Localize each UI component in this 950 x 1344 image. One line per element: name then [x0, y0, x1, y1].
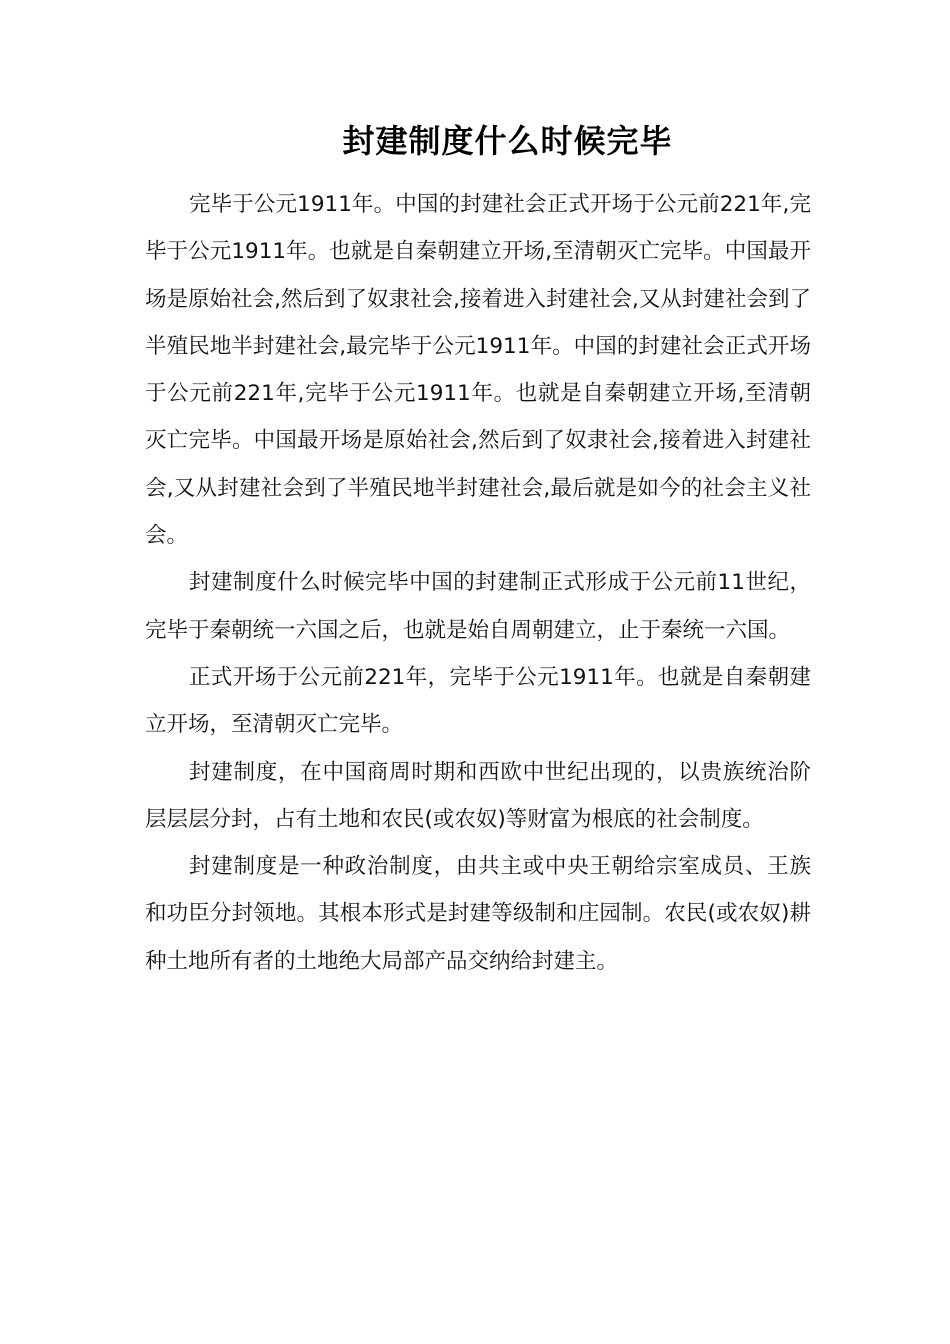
document-body [145, 181, 811, 985]
paragraph-2: 封建制度什么时候完毕中国的封建制正式形成于公元前11世纪，完毕于秦朝统一六国之后，也就是始自周朝建立，止于秦统一六国。 [145, 570, 811, 643]
paragraph-5: 封建制度是一种政治制度，由共主或中央王朝给宗室成员、王族和功臣分封领地。其根本形式是封建等级制和庄园制。农民(或农奴)耕种土地所有者的土地绝大局部产品交纳给封建主。 [145, 854, 811, 974]
paragraph-4: 封建制度，在中国商周时期和西欧中世纪出现的，以贵族统治阶层层层分封，占有土地和农民(或农奴)等财富为根底的社会制度。 [145, 759, 811, 832]
paragraph-3: 正式开场于公元前221年，完毕于公元1911年。也就是自秦朝建立开场，至清朝灭亡完毕。 [145, 664, 811, 738]
paragraph-1: 完毕于公元1911年。中国的封建社会正式开场于公元前221年,完毕于公元1911年。也就是自秦朝建立开场,至清朝灭亡完毕。中国最开场是原始社会,然后到了奴隶社会,接着进入封建社会,又从封建社会到了半殖民地半封建社会,最完毕于公元1911年。中国的封建社会正式开场于公元前221年,完毕于公元1911年。也就是自秦朝建立开场,至清朝灭亡完毕。中国最开场是原始社会,然后到了奴隶社会,接着进入封建社会,又从封建社会到了半殖民地半封建社会,最后就是如今的社会主义社会。 [145, 192, 811, 549]
document-title: 封建制度什么时候完毕 [342, 122, 673, 160]
